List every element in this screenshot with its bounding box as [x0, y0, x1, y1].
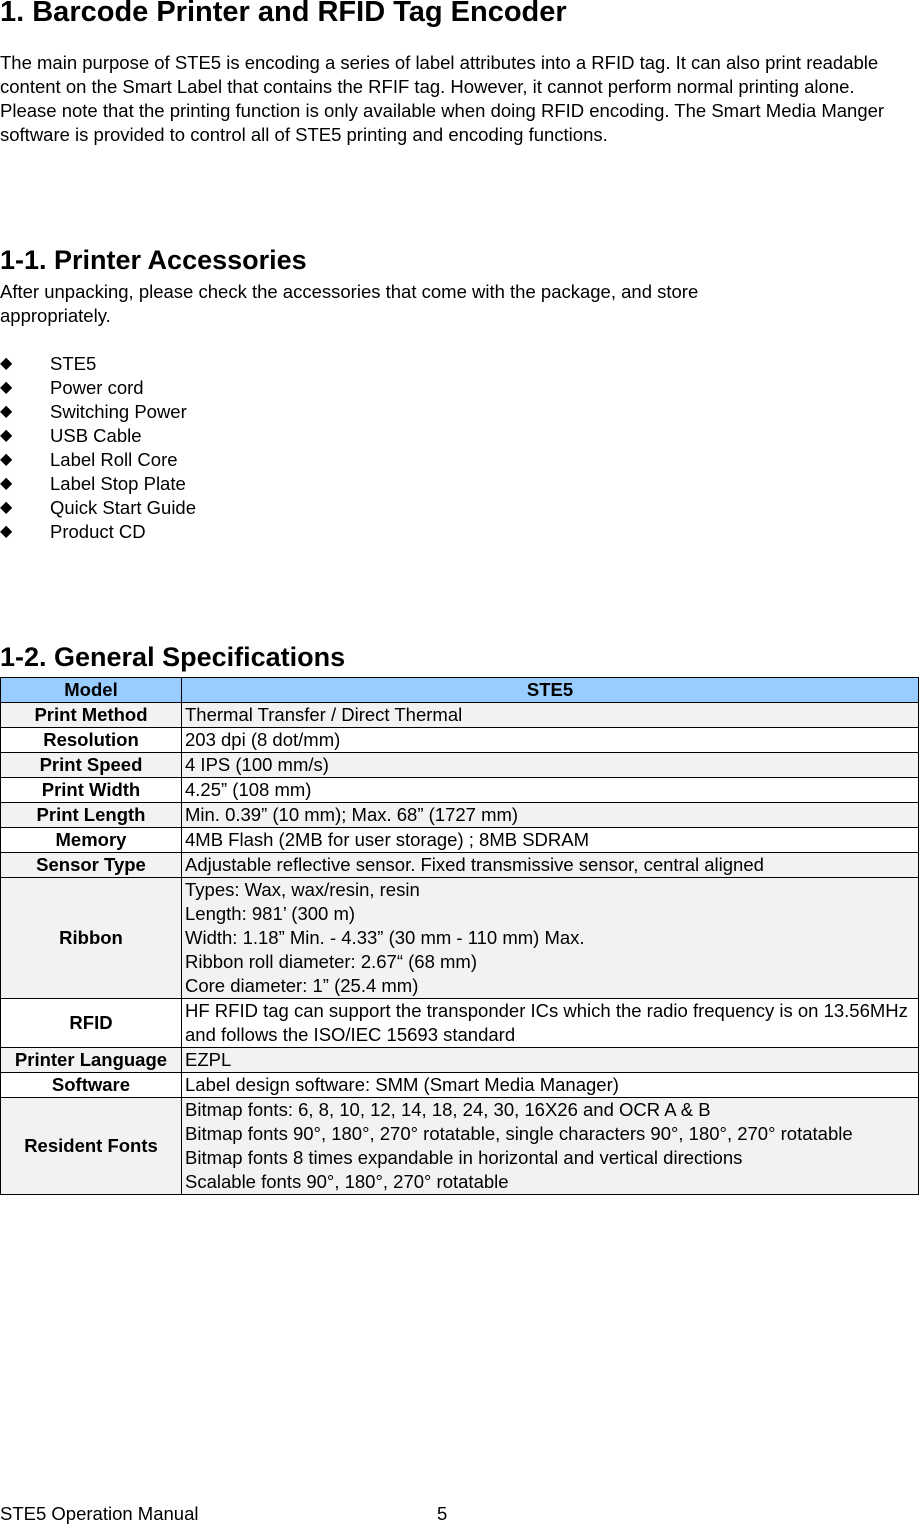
spec-name: RFID: [1, 999, 182, 1048]
spec-value-line: Bitmap fonts 8 times expandable in horizontal and vertical directions: [185, 1147, 743, 1168]
footer-title: STE5 Operation Manual: [0, 1503, 199, 1524]
diamond-bullet-icon: ◆: [0, 451, 13, 468]
accessory-label: Product CD: [50, 521, 146, 542]
spec-name: Resolution: [1, 728, 182, 753]
spec-value: [182, 853, 919, 878]
accessory-item: [0, 472, 196, 496]
spec-value: [182, 703, 919, 728]
accessory-item: [0, 496, 196, 520]
spec-name: Print Method: [1, 703, 182, 728]
spec-value-line: EZPL: [185, 1049, 232, 1070]
spec-value-line: Bitmap fonts: 6, 8, 10, 12, 14, 18, 24, 30, 16X26 and OCR A & B: [185, 1099, 711, 1120]
table-header-row: [1, 678, 919, 703]
table-row: [1, 1048, 919, 1073]
spec-value-line: Scalable fonts 90°, 180°, 270° rotatable: [185, 1171, 509, 1192]
accessory-item: [0, 520, 196, 544]
spec-value: [182, 1073, 919, 1098]
table-row: [1, 778, 919, 803]
accessory-label: Quick Start Guide: [50, 497, 197, 518]
spec-value: [182, 778, 919, 803]
spec-value-line: Core diameter: 1” (25.4 mm): [185, 975, 419, 996]
table-row: [1, 999, 919, 1048]
table-row: [1, 853, 919, 878]
spec-value: [182, 1098, 919, 1195]
spec-value-line: 4MB Flash (2MB for user storage) ; 8MB SDRAM: [185, 829, 590, 850]
table-row: [1, 753, 919, 778]
header-ste5: STE5: [182, 678, 919, 703]
diamond-bullet-icon: ◆: [0, 523, 13, 540]
spec-name: Print Speed: [1, 753, 182, 778]
accessory-item: [0, 352, 196, 376]
spec-value-line: Bitmap fonts 90°, 180°, 270° rotatable, single characters 90°, 180°, 270° rotatable: [185, 1123, 853, 1144]
spec-value-line: Ribbon roll diameter: 2.67“ (68 mm): [185, 951, 477, 972]
spec-value: [182, 999, 919, 1048]
spec-value-line: Label design software: SMM (Smart Media Manager): [185, 1074, 619, 1095]
diamond-bullet-icon: ◆: [0, 499, 13, 516]
diamond-bullet-icon: ◆: [0, 475, 13, 492]
spec-value-line: Adjustable reflective sensor. Fixed transmissive sensor, central aligned: [185, 854, 764, 875]
accessory-label: STE5: [50, 353, 97, 374]
accessory-label: Switching Power: [50, 401, 187, 422]
spec-name: Resident Fonts: [1, 1098, 182, 1195]
accessory-item: [0, 448, 196, 472]
spec-name: Software: [1, 1073, 182, 1098]
spec-name: Sensor Type: [1, 853, 182, 878]
table-row: [1, 828, 919, 853]
specs-heading: 1-2. General Specifications: [0, 642, 346, 672]
table-row: [1, 878, 919, 999]
spec-name: Print Length: [1, 803, 182, 828]
spec-value: [182, 753, 919, 778]
table-row: [1, 703, 919, 728]
spec-value-line: Length: 981’ (300 m): [185, 903, 356, 924]
accessory-label: Power cord: [50, 377, 144, 398]
spec-value-line: 203 dpi (8 dot/mm): [185, 729, 341, 750]
table-row: [1, 803, 919, 828]
spec-value-line: 4 IPS (100 mm/s): [185, 754, 329, 775]
accessory-item: [0, 424, 196, 448]
page-title: 1. Barcode Printer and RFID Tag Encoder: [0, 0, 567, 28]
spec-value-line: Width: 1.18” Min. - 4.33” (30 mm - 110 mm) Max.: [185, 927, 585, 948]
spec-value-line: Thermal Transfer / Direct Thermal: [185, 704, 463, 725]
diamond-bullet-icon: ◆: [0, 427, 13, 444]
page-number: 5: [437, 1503, 448, 1524]
diamond-bullet-icon: ◆: [0, 355, 13, 372]
intro-paragraph: The main purpose of STE5 is encoding a series of label attributes into a RFID tag. It can also print readable content on the Smart Label that contains the RFIF tag. However, it cannot perform normal printing alone. Please note that the printing function is only available when doing RFID encoding. The Smart Media Manger software is provided to control all of STE5 printing and encoding functions.: [0, 52, 885, 145]
accessories-list: [0, 352, 196, 544]
header-model: Model: [1, 678, 182, 703]
accessory-label: Label Roll Core: [50, 449, 178, 470]
spec-name: Printer Language: [1, 1048, 182, 1073]
table-row: [1, 728, 919, 753]
specs-table: [0, 677, 919, 1195]
accessories-text: After unpacking, please check the accessories that come with the package, and store appropriately.: [0, 281, 699, 326]
diamond-bullet-icon: ◆: [0, 403, 13, 420]
spec-value: [182, 828, 919, 853]
spec-name: Memory: [1, 828, 182, 853]
diamond-bullet-icon: ◆: [0, 379, 13, 396]
spec-value: [182, 803, 919, 828]
accessory-label: Label Stop Plate: [50, 473, 186, 494]
spec-value: [182, 728, 919, 753]
spec-value: [182, 878, 919, 999]
spec-value-line: Min. 0.39” (10 mm); Max. 68” (1727 mm): [185, 804, 519, 825]
accessory-item: [0, 400, 196, 424]
table-row: [1, 1098, 919, 1195]
table-row: [1, 1073, 919, 1098]
spec-name: Ribbon: [1, 878, 182, 999]
accessories-heading: 1-1. Printer Accessories: [0, 245, 307, 275]
accessory-label: USB Cable: [50, 425, 142, 446]
spec-name: Print Width: [1, 778, 182, 803]
spec-value: [182, 1048, 919, 1073]
spec-value-line: 4.25” (108 mm): [185, 779, 312, 800]
accessory-item: [0, 376, 196, 400]
spec-value-line: HF RFID tag can support the transponder ICs which the radio frequency is on 13.56MHz and follows the ISO/IEC 15693 standard: [185, 1000, 908, 1045]
spec-value-line: Types: Wax, wax/resin, resin: [185, 879, 420, 900]
